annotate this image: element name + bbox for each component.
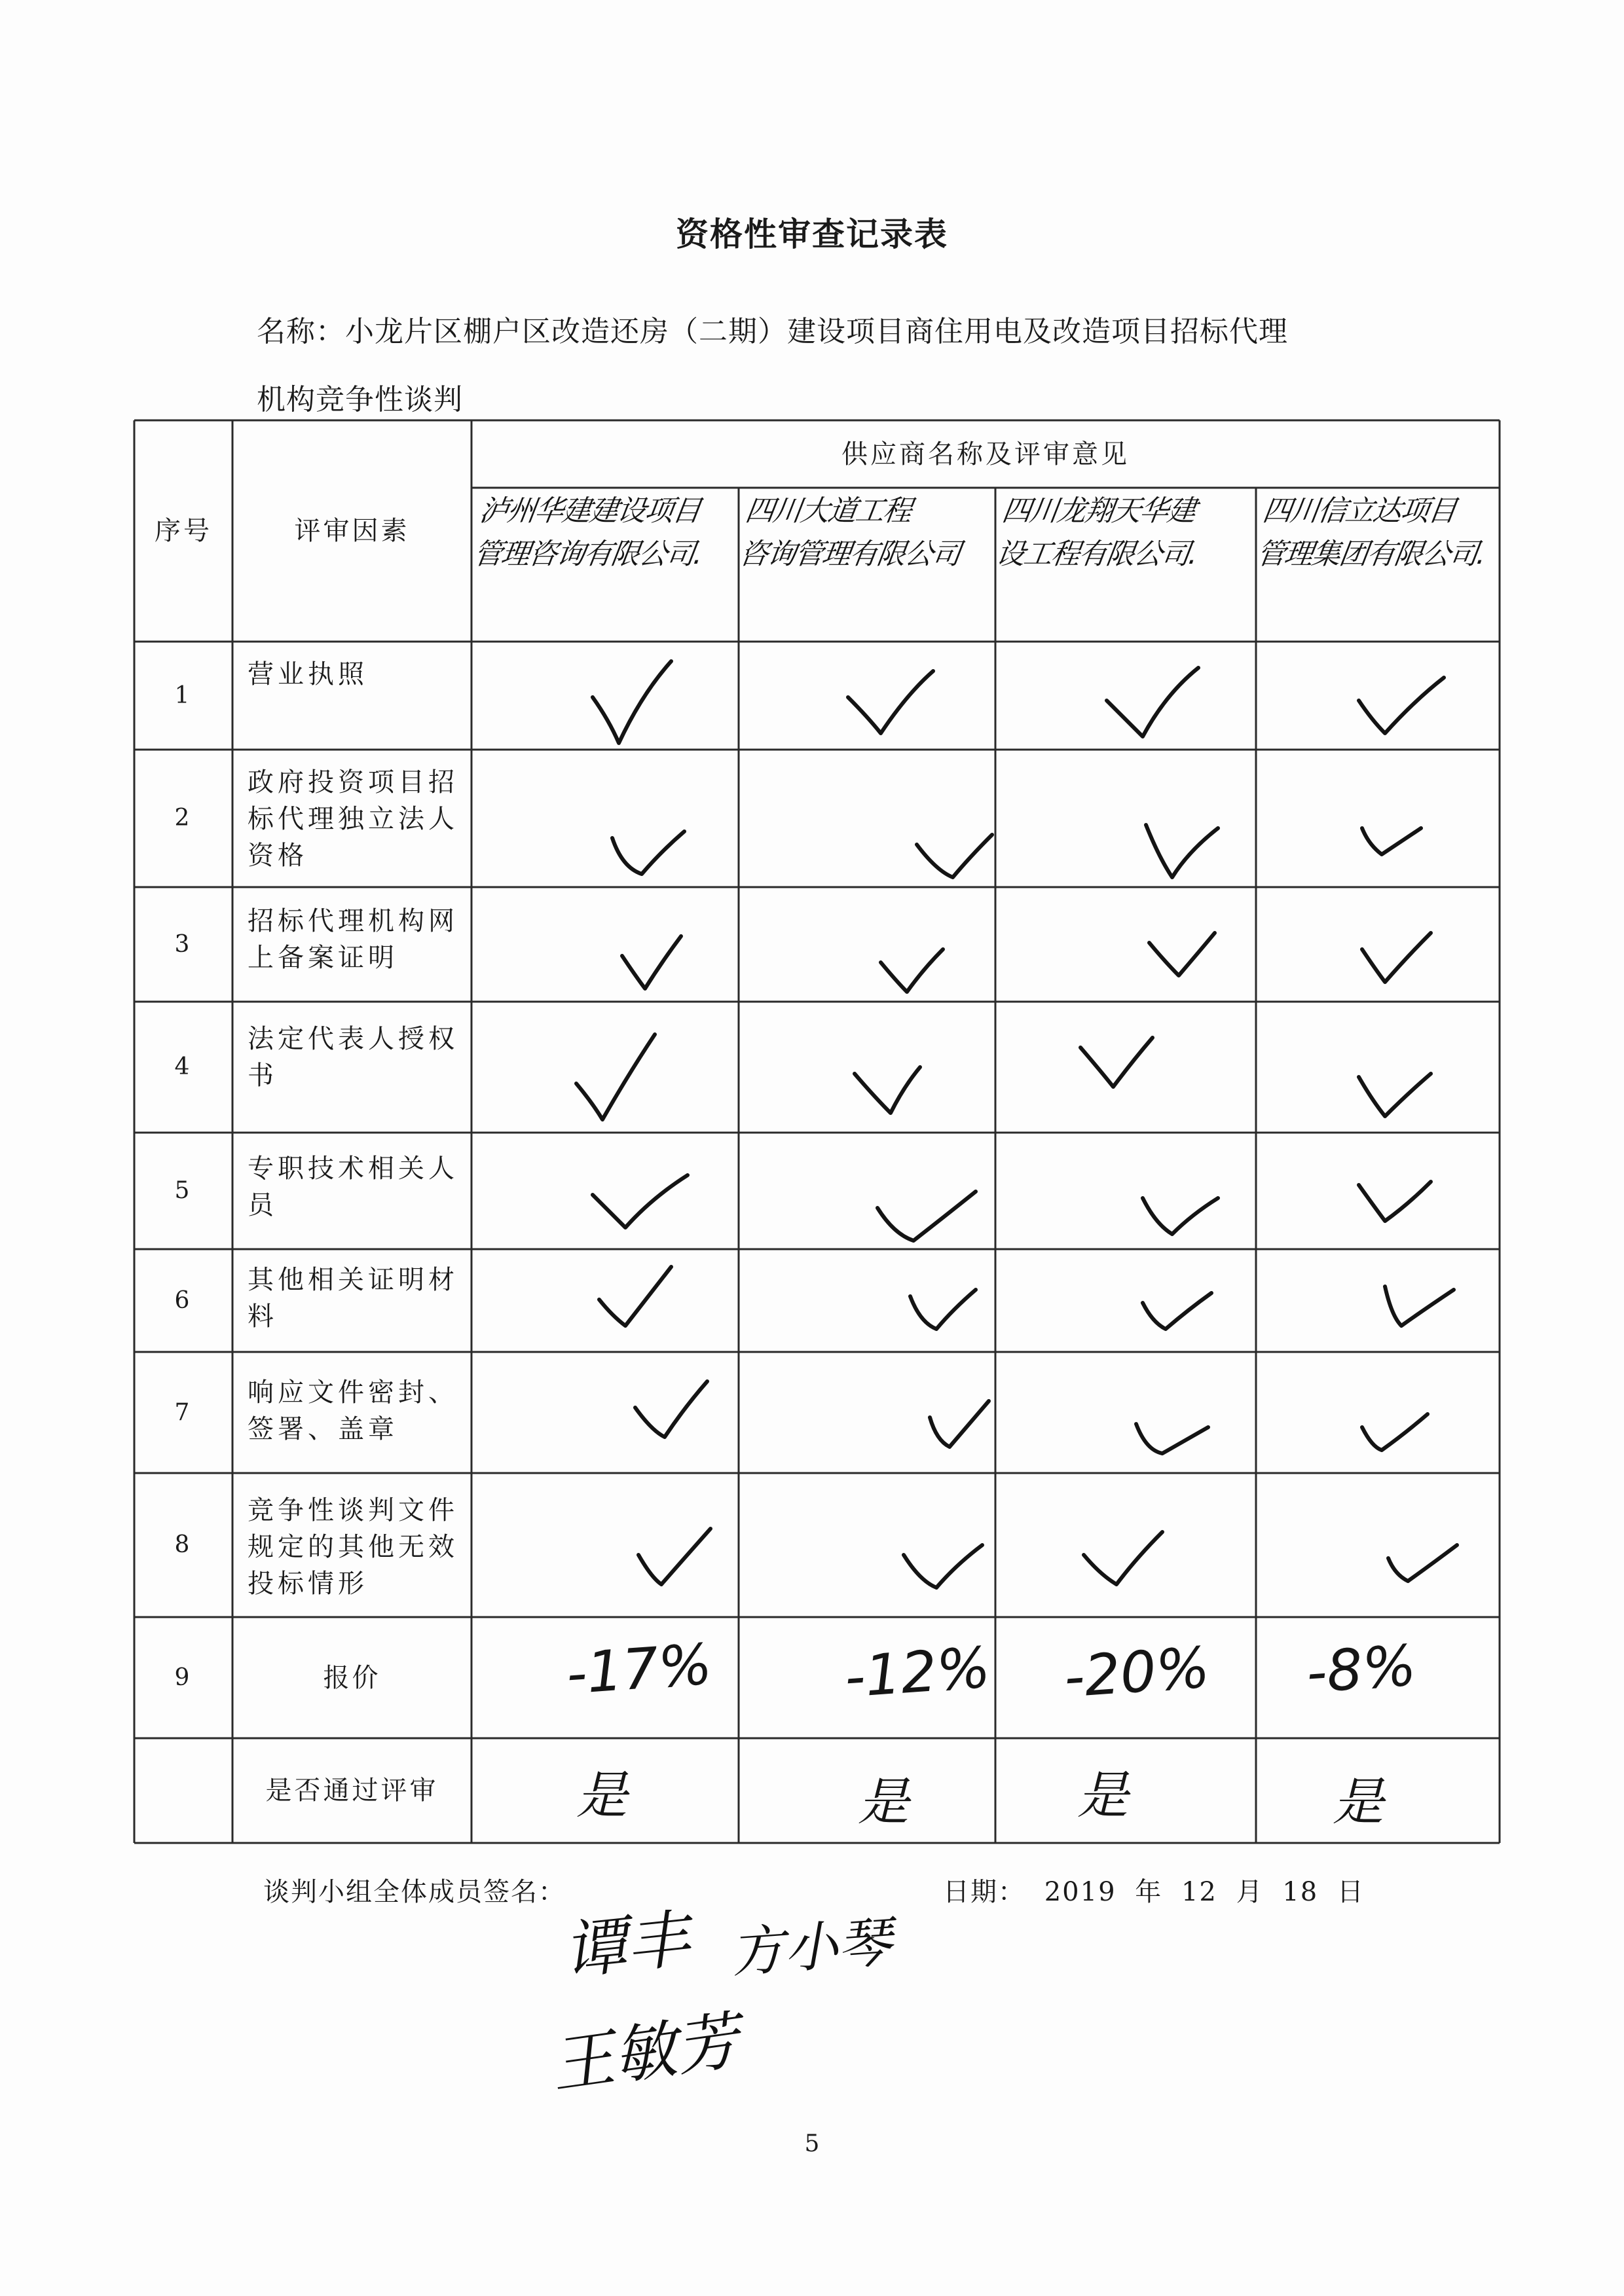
date-block bbox=[943, 1871, 1374, 1908]
date-day: 18 bbox=[1282, 1877, 1319, 1907]
date-month: 12 bbox=[1181, 1877, 1217, 1907]
pass-value-1: 是 bbox=[576, 1766, 628, 1825]
pass-value-3: 是 bbox=[1077, 1766, 1129, 1825]
supplier-name-2-line-2: 咨询管理有限公司 bbox=[737, 538, 963, 571]
date-label: 日期： bbox=[943, 1877, 1025, 1907]
signature-1: 谭丰 bbox=[560, 1902, 693, 1988]
price-value-1: -17% bbox=[564, 1631, 714, 1707]
row-index-5: 5 bbox=[174, 1177, 193, 1204]
row-factor-6: 其他相关证明材料 bbox=[248, 1265, 458, 1332]
date-year: 2019 bbox=[1044, 1877, 1116, 1907]
row-factor-3: 招标代理机构网上备案证明 bbox=[248, 906, 458, 973]
document-title: 资格性审查记录表 bbox=[676, 215, 948, 253]
date-month-unit: 月 bbox=[1236, 1877, 1264, 1907]
signature-3: 王敏芳 bbox=[546, 2003, 744, 2103]
pass-value-2: 是 bbox=[858, 1773, 910, 1832]
pass-value-4: 是 bbox=[1333, 1773, 1384, 1832]
supplier-name-4-line-1: 四川信立达项目 bbox=[1261, 494, 1458, 528]
project-name-line-2: 机构竞争性谈判 bbox=[257, 383, 463, 416]
row-factor-4: 法定代表人授权书 bbox=[248, 1024, 458, 1091]
price-value-3: -20% bbox=[1061, 1635, 1212, 1711]
supplier-name-1-line-2: 管理咨询有限公司. bbox=[471, 538, 705, 571]
date-year-unit: 年 bbox=[1135, 1877, 1163, 1907]
supplier-name-2-line-1: 四川大道工程 bbox=[743, 494, 913, 528]
date-day-unit: 日 bbox=[1337, 1877, 1365, 1907]
row-index-1: 1 bbox=[174, 682, 193, 709]
row-index-9: 9 bbox=[174, 1664, 193, 1691]
row-factor-7: 响应文件密封、签署、盖章 bbox=[248, 1377, 458, 1444]
row-index-6: 6 bbox=[174, 1286, 193, 1314]
row-factor-1: 营业执照 bbox=[248, 659, 368, 689]
row-index-7: 7 bbox=[174, 1398, 193, 1426]
supplier-name-1-line-1: 泸州华建建设项目 bbox=[477, 494, 703, 528]
supplier-name-1 bbox=[471, 490, 742, 576]
row-factor-2: 政府投资项目招标代理独立法人资格 bbox=[248, 767, 458, 871]
price-value-2: -12% bbox=[842, 1635, 993, 1711]
header-factor: 评审因素 bbox=[294, 516, 410, 546]
project-name-line-1: 名称：小龙片区棚户区改造还房（二期）建设项目商住用电及改造项目招标代理 bbox=[257, 315, 1288, 348]
row-index-3: 3 bbox=[174, 930, 193, 958]
row-factor-10: 是否通过评审 bbox=[265, 1776, 439, 1806]
price-value-4: -8% bbox=[1304, 1633, 1418, 1706]
row-factor-5: 专职技术相关人员 bbox=[248, 1154, 458, 1220]
row-index-2: 2 bbox=[174, 805, 193, 831]
row-factor-8: 竞争性谈判文件规定的其他无效投标情形 bbox=[248, 1495, 458, 1599]
supplier-name-4 bbox=[1254, 490, 1504, 576]
signature-label: 谈判小组全体成员签名： bbox=[263, 1877, 566, 1907]
page-number: 5 bbox=[804, 2130, 820, 2157]
supplier-name-4-line-2: 管理集团有限公司. bbox=[1254, 538, 1488, 571]
supplier-name-2 bbox=[737, 490, 999, 576]
header-suppliers: 供应商名称及评审意见 bbox=[841, 439, 1130, 469]
header-index: 序号 bbox=[155, 516, 212, 546]
row-index-4: 4 bbox=[174, 1053, 193, 1080]
row-index-10 bbox=[134, 1738, 232, 1843]
row-index-8: 8 bbox=[174, 1531, 193, 1558]
supplier-name-3-line-2: 设工程有限公司. bbox=[993, 538, 1200, 571]
supplier-name-3 bbox=[993, 490, 1260, 576]
supplier-name-3-line-1: 四川龙翔天华建 bbox=[1000, 494, 1198, 528]
signature-2: 方小琴 bbox=[728, 1911, 894, 1985]
row-factor-9: 报价 bbox=[323, 1662, 381, 1693]
